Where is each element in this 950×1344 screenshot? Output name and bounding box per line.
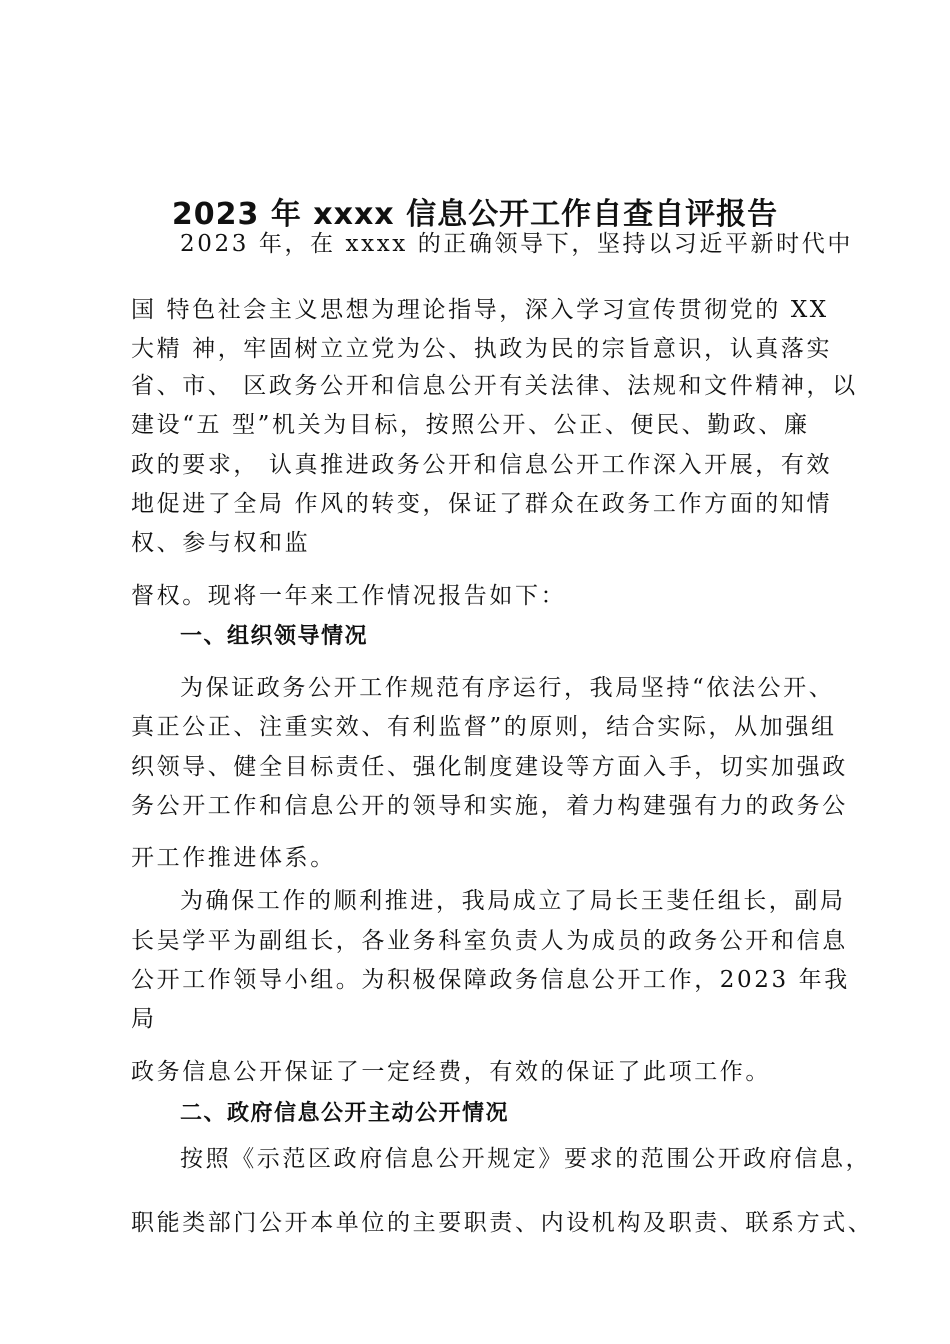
intro-line: 国 特色社会主义思想为理论指导，深入学习宣传贯彻党的 XX [131,297,829,323]
section-heading-proactive-disclosure: 二、政府信息公开主动公开情况 [180,1101,510,1126]
paragraph-line: 真正公正、注重实效、有利监督”的原则，结合实际，从加强组 [131,714,837,740]
section-heading-organization: 一、组织领导情况 [180,624,369,649]
document-title: 2023 年 xxxx 信息公开工作自查自评报告 [171,197,779,232]
paragraph-line: 长吴学平为副组长，各业务科室负责人为成员的政务公开和信息 [131,928,848,954]
paragraph-line: 为保证政务公开工作规范有序运行，我局坚持“依法公开、 [180,675,835,701]
intro-line: 政的要求， 认真推进政务公开和信息公开工作深入开展，有效 [131,452,833,478]
intro-line: 省、市、 区政务公开和信息公开有关法律、法规和文件精神，以 [131,373,858,399]
paragraph-line: 职能类部门公开本单位的主要职责、内设机构及职责、联系方式、 [131,1210,874,1236]
paragraph-line: 公开工作领导小组。为积极保障政务信息公开工作，2023 年我 [131,967,850,993]
intro-line: 权、参与权和监 [131,530,311,556]
paragraph-line: 按照《示范区政府信息公开规定》要求的范围公开政府信息， [180,1146,872,1172]
paragraph-line: 务公开工作和信息公开的领导和实施，着力构建强有力的政务公 [131,793,848,819]
intro-line: 建设“五 型”机关为目标，按照公开、公正、便民、勤政、廉 [131,412,810,438]
intro-line: 2023 年，在 xxxx 的正确领导下，坚持以习近平新时代中 [180,231,853,257]
paragraph-line: 为确保工作的顺利推进，我局成立了局长王斐任组长，副局 [180,888,846,914]
paragraph-line: 局 [131,1006,157,1032]
intro-line: 地促进了全局 作风的转变，保证了群众在政务工作方面的知情 [131,491,833,517]
paragraph-line: 织领导、健全目标责任、强化制度建设等方面入手，切实加强政 [131,754,848,780]
intro-line: 督权。现将一年来工作情况报告如下： [131,583,567,609]
intro-line: 大精 神，牢固树立立党为公、执政为民的宗旨意识，认真落实 [131,336,833,362]
paragraph-line: 政务信息公开保证了一定经费，有效的保证了此项工作。 [131,1059,771,1085]
paragraph-line: 开工作推进体系。 [131,845,336,871]
